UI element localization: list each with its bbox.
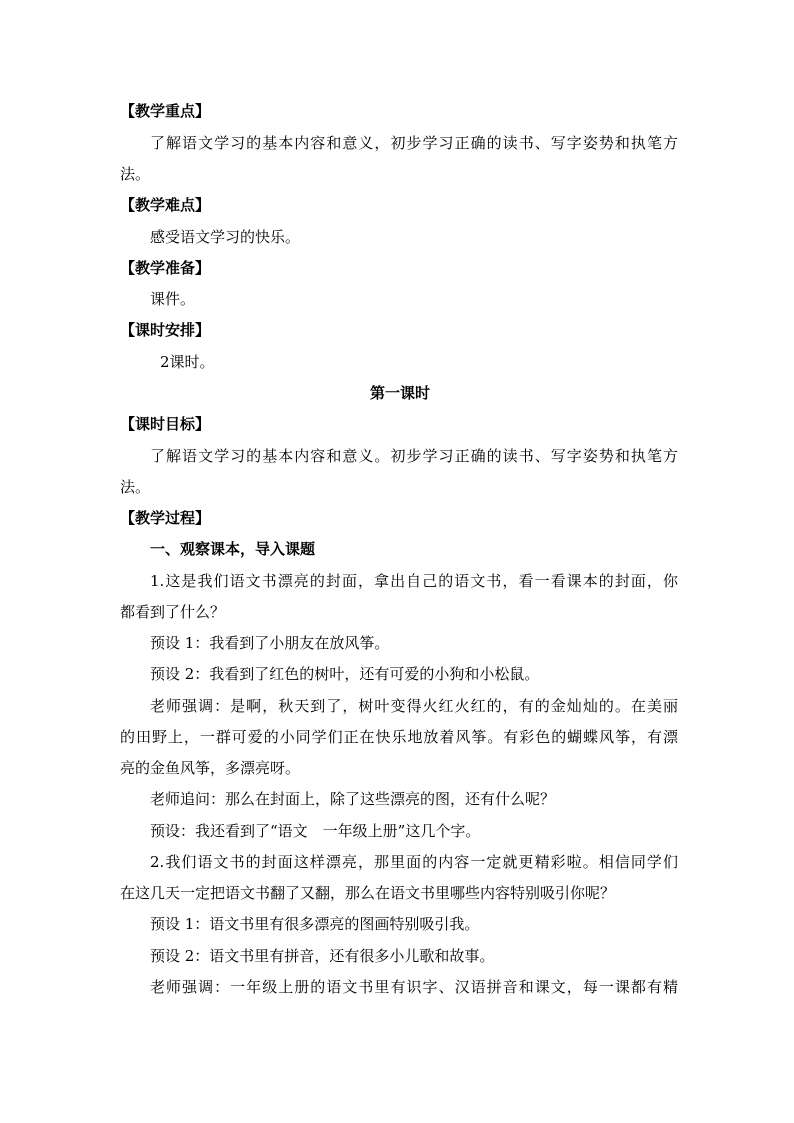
preparation-heading: 【教学准备】	[120, 259, 211, 277]
teacher-emphasis-1-line-2: 的田野上，一群可爱的小同学们正在快乐地放着风筝。有彩色的蝴蝶风筝，有漂	[120, 728, 678, 746]
key-points-line-2: 法。	[120, 165, 151, 183]
paragraph1-line-1: 1.这是我们语文书漂亮的封面，拿出自己的语文书，看一看课本的封面，你	[150, 572, 678, 590]
goal-heading: 【课时目标】	[120, 415, 211, 433]
lesson-title: 第一课时	[369, 384, 430, 402]
teacher-emphasis-2-line-1: 老师强调：一年级上册的语文书里有识字、汉语拼音和课文，每一课都有精	[150, 978, 678, 996]
goal-line-2: 法。	[120, 478, 151, 496]
key-points-line-1: 了解语文学习的基本内容和意义，初步学习正确的读书、写字姿势和执笔方	[150, 134, 678, 152]
preset-3: 预设：我还看到了“语文 一年级上册”这几个字。	[150, 822, 481, 840]
paragraph2-line-2: 在这几天一定把语文书翻了又翻，那么在语文书里哪些内容特别吸引你呢？	[120, 884, 616, 902]
difficulties-heading: 【教学难点】	[120, 196, 211, 214]
teacher-question: 老师追问：那么在封面上，除了这些漂亮的图，还有什么呢？	[150, 790, 556, 808]
preparation-text: 课件。	[150, 290, 196, 308]
preset-4: 预设 1：语文书里有很多漂亮的图画特别吸引我。	[150, 915, 480, 933]
difficulties-text: 感受语文学习的快乐。	[150, 228, 301, 246]
teacher-emphasis-1-line-3: 亮的金鱼风筝，多漂亮呀。	[120, 759, 301, 777]
preset-5: 预设 2：语文书里有拼音，还有很多小儿歌和故事。	[150, 947, 495, 965]
key-points-heading: 【教学重点】	[120, 102, 211, 120]
goal-line-1: 了解语文学习的基本内容和意义。初步学习正确的读书、写字姿势和执笔方	[150, 447, 678, 465]
preset-2: 预设 2：我看到了红色的树叶，还有可爱的小狗和小松鼠。	[150, 665, 540, 683]
paragraph2-line-1: 2.我们语文书的封面这样漂亮，那里面的内容一定就更精彩啦。相信同学们	[150, 853, 678, 871]
schedule-heading: 【课时安排】	[120, 321, 211, 339]
schedule-text: 2课时。	[160, 353, 215, 371]
process-heading: 【教学过程】	[120, 509, 211, 527]
step1-heading: 一、观察课本，导入课题	[150, 540, 316, 558]
teacher-emphasis-1-line-1: 老师强调：是啊，秋天到了，树叶变得火红火红的，有的金灿灿的。在美丽	[150, 697, 678, 715]
paragraph1-line-2: 都看到了什么？	[120, 603, 226, 621]
preset-1: 预设 1：我看到了小朋友在放风筝。	[150, 634, 390, 652]
